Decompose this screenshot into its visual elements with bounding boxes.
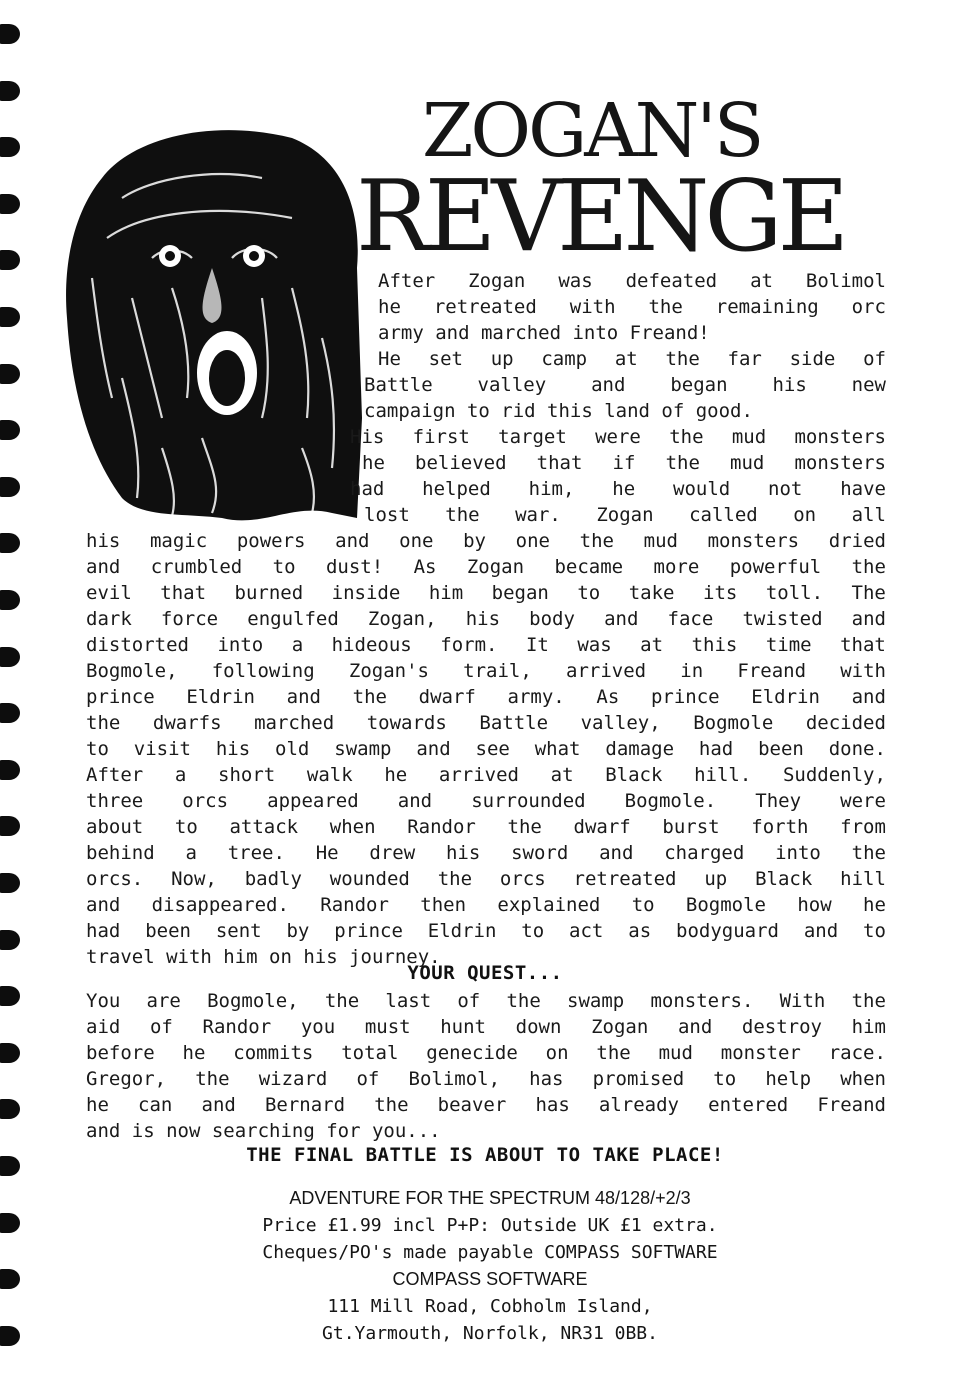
binding-hole <box>0 24 20 44</box>
story-line: After Zogan was defeated at Bolimol <box>378 270 886 292</box>
story-line: and disappeared. Randor then explained to Bogmole how he <box>86 894 886 916</box>
binding-hole <box>0 1213 20 1233</box>
story-line: lost the war. Zogan called on all <box>364 504 886 526</box>
story-line: campaign to rid this land of good. <box>364 400 753 422</box>
binding-hole <box>0 590 20 610</box>
quest-line: You are Bogmole, the last of the swamp monsters. With the <box>86 990 886 1012</box>
spiral-binding <box>0 0 30 1375</box>
quest-heading: YOUR QUEST... <box>407 962 563 984</box>
binding-hole <box>0 1269 20 1289</box>
binding-hole <box>0 81 20 101</box>
story-line: army and marched into Freand! <box>378 322 710 344</box>
story-line: he believed that if the mud monsters <box>362 452 886 474</box>
story-line: prince Eldrin and the dwarf army. As prince Eldrin and <box>86 686 886 708</box>
binding-hole <box>0 647 20 667</box>
footer-line-6: Gt.Yarmouth, Norfolk, NR31 0BB. <box>322 1323 658 1344</box>
story-line: behind a tree. He drew his sword and charged into the <box>86 842 886 864</box>
binding-hole <box>0 250 20 270</box>
binding-hole <box>0 1326 20 1346</box>
story-line: Battle valley and began his new <box>364 374 886 396</box>
footer-line-4: COMPASS SOFTWARE <box>392 1269 588 1289</box>
story-line: had been sent by prince Eldrin to act as bodyguard and to <box>86 920 886 942</box>
story-line: his magic powers and one by one the mud monsters dried <box>86 530 886 552</box>
title-line-2: REVENGE <box>356 160 845 274</box>
story-line: distorted into a hideous form. It was at this time that <box>86 634 886 656</box>
story-line: orcs. Now, badly wounded the orcs retreated up Black hill <box>86 868 886 890</box>
binding-hole <box>0 1099 20 1119</box>
binding-hole <box>0 1043 20 1063</box>
story-line: he retreated with the remaining orc <box>378 296 886 318</box>
binding-hole <box>0 873 20 893</box>
title-line-1: ZOGAN'S <box>422 88 762 174</box>
story-line: evil that burned inside him began to take its toll. The <box>86 582 886 604</box>
binding-hole <box>0 137 20 157</box>
footer-block <box>150 1185 830 1347</box>
footer-line-3: Cheques/PO's made payable COMPASS SOFTWARE <box>262 1242 718 1263</box>
story-line: His first target were the mud monsters <box>350 426 886 448</box>
story-line: dark force engulfed Zogan, his body and face twisted and <box>86 608 886 630</box>
binding-hole <box>0 986 20 1006</box>
binding-hole <box>0 816 20 836</box>
quest-line: aid of Randor you must hunt down Zogan and destroy him <box>86 1016 886 1038</box>
story-line: Bogmole, following Zogan's trail, arrived in Freand with <box>86 660 886 682</box>
footer-line-1: ADVENTURE FOR THE SPECTRUM 48/128/+2/3 <box>289 1188 691 1208</box>
story-line: three orcs appeared and surrounded Bogmole. They were <box>86 790 886 812</box>
binding-hole <box>0 703 20 723</box>
story-line: He set up camp at the far side of <box>378 348 886 370</box>
story-line: to visit his old swamp and see what damage had been done. <box>86 738 886 760</box>
quest-line: Gregor, the wizard of Bolimol, has promised to help when <box>86 1068 886 1090</box>
binding-hole <box>0 533 20 553</box>
binding-hole <box>0 307 20 327</box>
story-line: travel with him on his journey. <box>86 946 441 968</box>
binding-hole <box>0 194 20 214</box>
binding-hole <box>0 760 20 780</box>
binding-hole <box>0 930 20 950</box>
quest-line: before he commits total genecide on the mud monster race. <box>86 1042 886 1064</box>
binding-hole <box>0 477 20 497</box>
story-line: and crumbled to dust! As Zogan became more powerful the <box>86 556 886 578</box>
quest-line: and is now searching for you... <box>86 1120 441 1142</box>
story-line: After a short walk he arrived at Black hill. Suddenly, <box>86 764 886 786</box>
binding-hole <box>0 420 20 440</box>
story-line: had helped him, he would not have <box>350 478 886 500</box>
binding-hole <box>0 364 20 384</box>
footer-line-5: 111 Mill Road, Cobholm Island, <box>327 1296 653 1317</box>
footer-line-2: Price £1.99 incl P+P: Outside UK £1 extra. <box>262 1215 718 1236</box>
final-battle-line: THE FINAL BATTLE IS ABOUT TO TAKE PLACE! <box>246 1144 724 1166</box>
zogan-portrait-illustration <box>62 118 362 528</box>
quest-line: he can and Bernard the beaver has already entered Freand <box>86 1094 886 1116</box>
story-line: about to attack when Randor the dwarf burst forth from <box>86 816 886 838</box>
story-line: the dwarfs marched towards Battle valley, Bogmole decided <box>86 712 886 734</box>
